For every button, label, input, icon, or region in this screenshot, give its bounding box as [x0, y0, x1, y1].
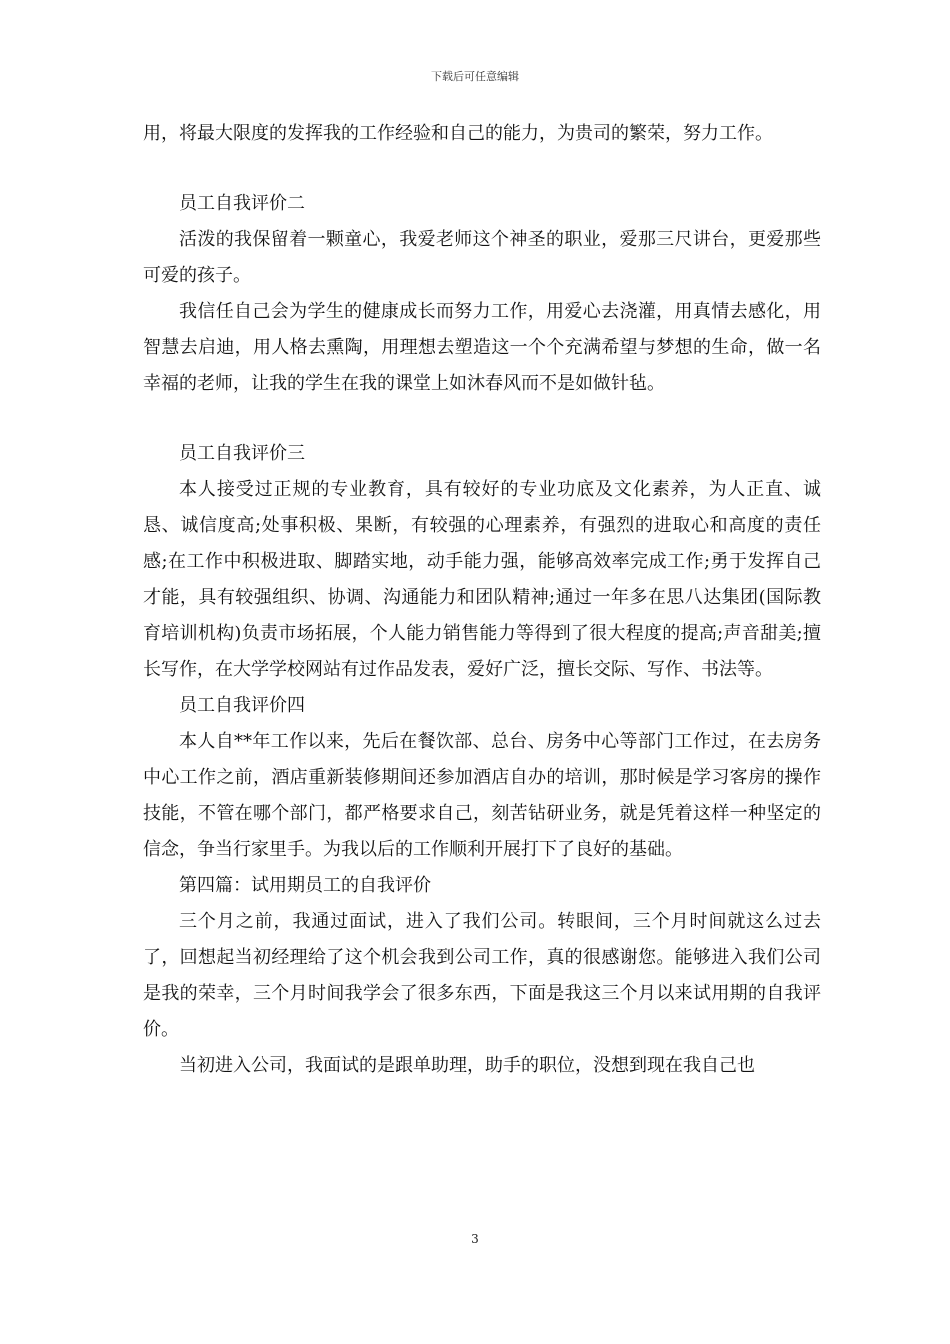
- section-heading-4: 员工自我评价四: [179, 695, 305, 716]
- paragraph: 三个月之前，我通过面试，进入了我们公司。转眼间，三个月时间就这么过去了，回想起当初经理给了这个机会我到公司工作，真的很感谢您。能够进入我们公司是我的荣幸，三个月时间我学会了很多东西，下面是我这三个月以来试用期的自我评价。: [143, 911, 821, 1040]
- paragraph: 活泼的我保留着一颗童心，我爱老师这个神圣的职业，爱那三尺讲台，更爱那些可爱的孩子。: [143, 229, 821, 286]
- section-heading-3: 员工自我评价三: [179, 443, 305, 464]
- paragraph: 本人自**年工作以来，先后在餐饮部、总台、房务中心等部门工作过，在去房务中心工作之前，酒店重新装修期间还参加酒店自办的培训，那时候是学习客房的操作技能，不管在哪个部门，都严格要求自己，刻苦钻研业务，就是凭着这样一种坚定的信念，争当行家里手。为我以后的工作顺利开展打下了良好的基础。: [143, 731, 821, 860]
- paragraph: 本人接受过正规的专业教育，具有较好的专业功底及文化素养，为人正直、诚恳、诚信度高;处事积极、果断，有较强的心理素养，有强烈的进取心和高度的责任感;在工作中积极进取、脚踏实地，动手能力强，能够高效率完成工作;勇于发挥自己才能，具有较强组织、协调、沟通能力和团队精神;通过一年多在思八达集团(国际教育培训机构)负责市场拓展，个人能力销售能力等得到了很大程度的提高;声音甜美;擅长写作，在大学学校网站有过作品发表，爱好广泛，擅长交际、写作、书法等。: [143, 479, 821, 680]
- paragraph: 当初进入公司，我面试的是跟单助理，助手的职位，没想到现在我自己也: [179, 1055, 755, 1076]
- paragraph: 我信任自己会为学生的健康成长而努力工作，用爱心去浇灌，用真情去感化，用智慧去启迪，用人格去熏陶，用理想去塑造这一个个充满希望与梦想的生命，做一名幸福的老师，让我的学生在我的课堂上如沐春风而不是如做针毡。: [143, 301, 821, 394]
- document-body: [143, 116, 821, 1084]
- paragraph-continuation: 用，将最大限度的发挥我的工作经验和自己的能力，为贵司的繁荣，努力工作。: [143, 123, 773, 144]
- page-number: 3: [471, 1232, 479, 1246]
- section-heading-5: 第四篇：试用期员工的自我评价: [179, 875, 431, 896]
- page-header: 下载后可任意编辑: [431, 70, 519, 83]
- section-heading-2: 员工自我评价二: [179, 193, 305, 214]
